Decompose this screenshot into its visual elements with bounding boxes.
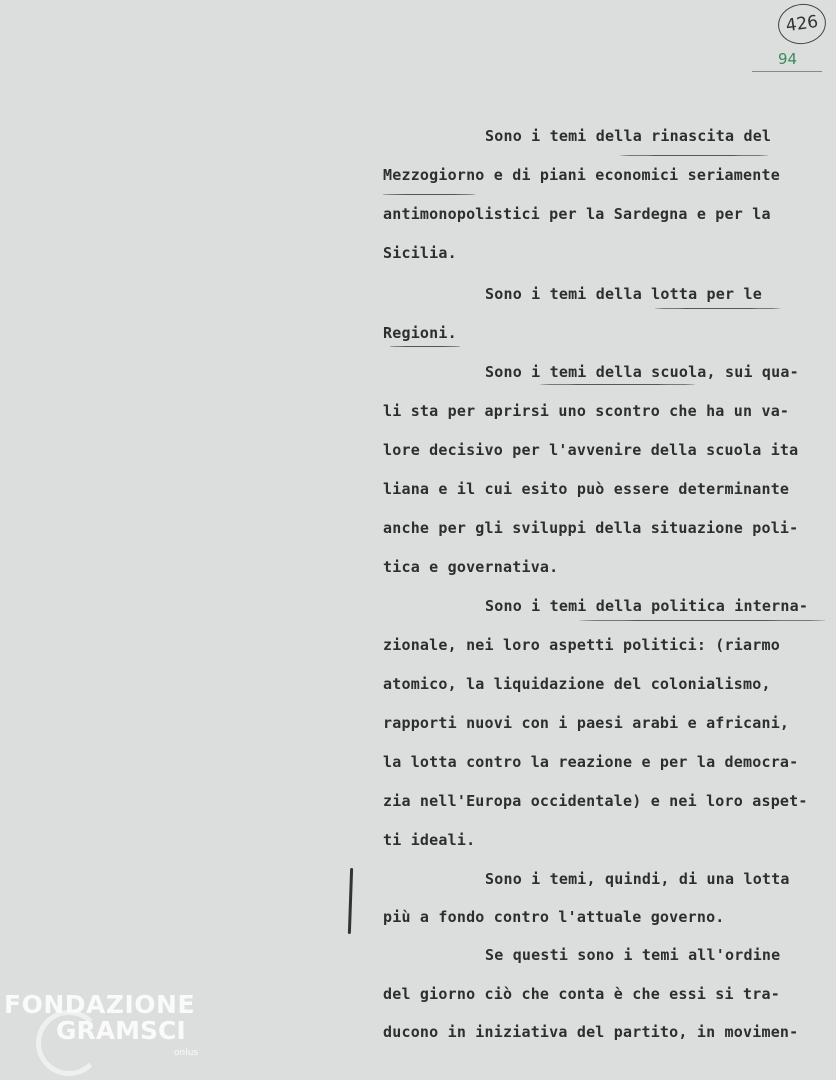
text-line: zia nell'Europa occidentale) e nei loro aspet- — [383, 792, 808, 810]
pencil-underline — [540, 384, 695, 385]
text-line: Sono i temi della scuola, sui qua- — [485, 363, 799, 381]
text-line: tica e governativa. — [383, 558, 559, 576]
foundation-watermark — [4, 990, 199, 1058]
watermark-line-1: FONDAZIONE — [4, 990, 196, 1019]
text-line: anche per gli sviluppi della situazione poli- — [383, 519, 799, 537]
text-line: lore decisivo per l'avvenire della scuola ita — [383, 441, 799, 459]
pencil-underline — [383, 194, 475, 195]
text-line: del giorno ciò che conta è che essi si tra- — [383, 985, 780, 1003]
page-number: 426 — [775, 1, 828, 47]
margin-mark — [348, 868, 353, 934]
text-line: Se questi sono i temi all'ordine — [485, 946, 781, 964]
watermark-line-2: GRAMSCI — [56, 1016, 186, 1045]
text-line: ti ideali. — [383, 831, 476, 849]
text-line: rapporti nuovi con i paesi arabi e africani, — [383, 714, 790, 732]
text-line: Sono i temi della lotta per le — [485, 285, 762, 303]
secondary-page-number: 94 — [778, 50, 798, 68]
header-rule — [752, 71, 822, 72]
text-line: Sono i temi della rinascita del — [485, 127, 772, 145]
text-line: zionale, nei loro aspetti politici: (riarmo — [383, 636, 780, 654]
watermark-line-3: onlus — [174, 1048, 199, 1058]
text-line: Regioni. — [383, 324, 457, 342]
text-line: ducono in iniziativa del partito, in movimen- — [383, 1023, 799, 1041]
text-line: liana e il cui esito può essere determinante — [383, 480, 790, 498]
text-line: Sono i temi, quindi, di una lotta — [485, 870, 790, 888]
pencil-underline — [620, 155, 768, 156]
text-line: Mezzogiorno e di piani economici seriamente — [383, 166, 780, 184]
text-line: Sono i temi della politica interna- — [485, 597, 809, 615]
text-line: più a fondo contro l'attuale governo. — [383, 908, 725, 926]
text-line: antimonopolistici per la Sardegna e per la — [383, 205, 771, 223]
text-line: Sicilia. — [383, 244, 457, 262]
pencil-underline — [655, 308, 780, 309]
text-line: la lotta contro la reazione e per la democra- — [383, 753, 799, 771]
pencil-underline — [580, 620, 825, 621]
text-line: li sta per aprirsi uno scontro che ha un va- — [383, 402, 790, 420]
text-line: atomico, la liquidazione del colonialismo, — [383, 675, 771, 693]
pencil-underline — [390, 346, 460, 347]
